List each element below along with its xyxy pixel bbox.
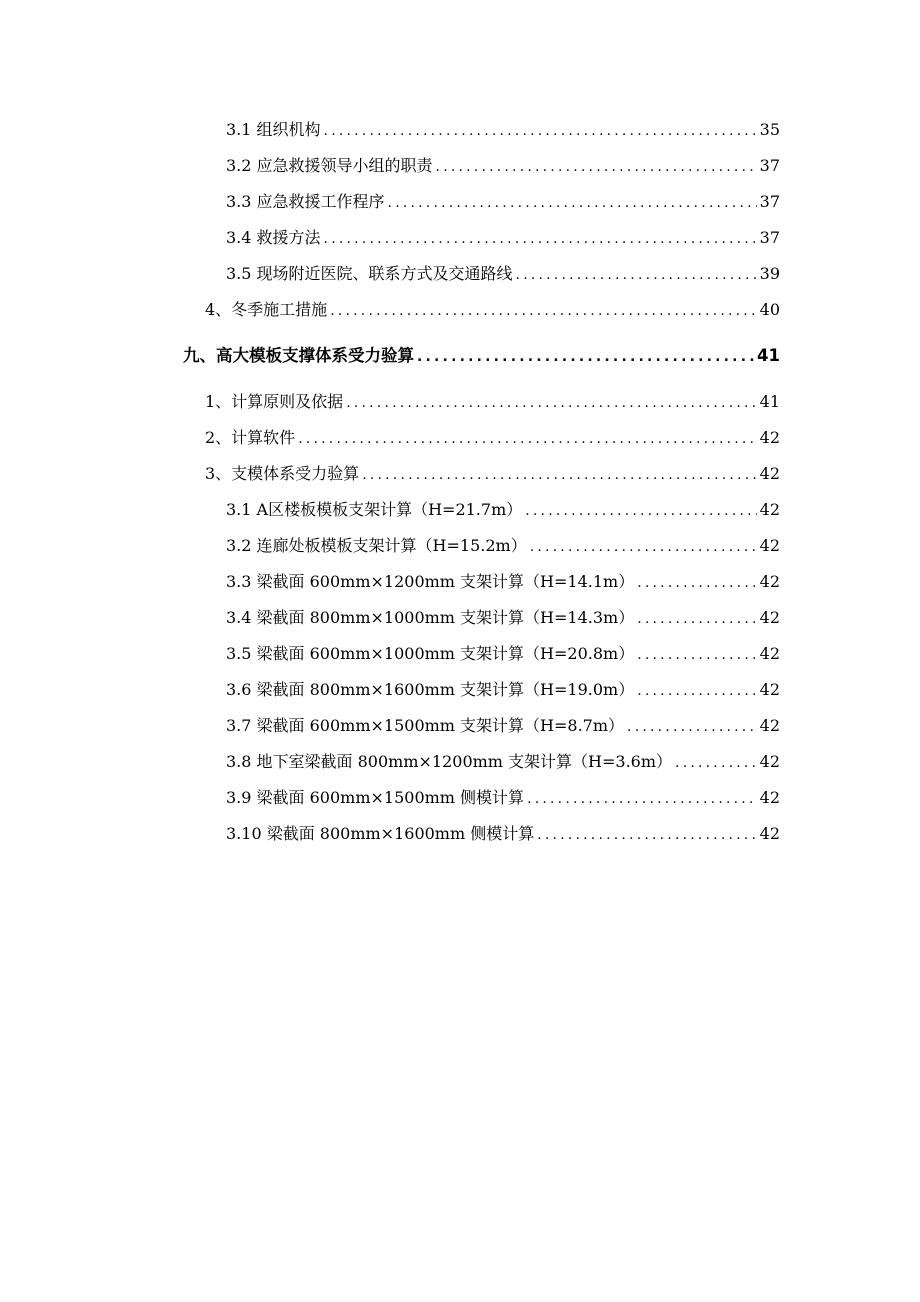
toc-entry-title: 3.5 现场附近医院、联系方式及交通路线 [226, 264, 513, 283]
toc-entry[interactable] [226, 822, 780, 846]
toc-dot-leader [324, 227, 757, 251]
toc-page-number: 42 [759, 536, 780, 555]
toc-entry[interactable] [226, 262, 780, 286]
toc-dot-leader [362, 463, 756, 487]
toc-entry[interactable] [226, 534, 780, 558]
toc-entry-title: 3.4 救援方法 [226, 228, 321, 247]
toc-page-number: 41 [757, 346, 780, 365]
toc-entry[interactable] [205, 298, 780, 322]
toc-entry-title: 3.2 应急救援领导小组的职责 [226, 156, 433, 175]
toc-dot-leader [298, 427, 756, 451]
toc-dot-leader [637, 643, 756, 667]
toc-entry[interactable] [205, 426, 780, 450]
toc-dot-leader [637, 571, 756, 595]
toc-page-number: 42 [759, 680, 780, 699]
toc-entry[interactable] [226, 570, 780, 594]
toc-entry[interactable] [226, 606, 780, 630]
toc-page-number: 42 [759, 464, 780, 483]
toc-dot-leader [436, 155, 757, 179]
toc-entry-title: 3.1 A区楼板模板支架计算（H=21.7m） [226, 500, 523, 519]
toc-entry[interactable] [226, 226, 780, 250]
toc-entry-title: 九、高大模板支撑体系受力验算 [183, 346, 414, 365]
toc-dot-leader [537, 823, 756, 847]
toc-entry[interactable] [226, 190, 780, 214]
toc-entry[interactable] [226, 154, 780, 178]
toc-page-number: 37 [759, 228, 780, 247]
toc-entry[interactable] [226, 642, 780, 666]
toc-entry-title: 3.7 梁截面 600mm×1500mm 支架计算（H=8.7m） [226, 716, 625, 735]
toc-dot-leader [627, 715, 757, 739]
toc-page-number: 42 [759, 752, 780, 771]
toc-entry[interactable] [226, 118, 780, 142]
toc-page-number: 40 [759, 300, 780, 319]
toc-dot-leader [637, 607, 756, 631]
toc-page-number: 42 [759, 500, 780, 519]
toc-dot-leader [637, 679, 756, 703]
toc-page-number: 37 [759, 192, 780, 211]
toc-page-number: 42 [759, 716, 780, 735]
toc-entry[interactable] [226, 750, 780, 774]
toc-dot-leader [675, 751, 757, 775]
toc-dot-leader [525, 499, 756, 523]
toc-entry-title: 4、冬季施工措施 [205, 300, 328, 319]
toc-entry[interactable] [226, 714, 780, 738]
toc-entry-title: 3.1 组织机构 [226, 120, 321, 139]
toc-entry-title: 3.5 梁截面 600mm×1000mm 支架计算（H=20.8m） [226, 644, 635, 663]
toc-entry[interactable] [205, 390, 780, 414]
toc-dot-leader [516, 263, 757, 287]
toc-entry-title: 3.2 连廊处板模板支架计算（H=15.2m） [226, 536, 527, 555]
toc-page-number: 42 [759, 788, 780, 807]
toc-entry-title: 3.3 应急救援工作程序 [226, 192, 385, 211]
toc-page-number: 41 [759, 392, 780, 411]
toc-page-number: 42 [759, 572, 780, 591]
toc-page-number: 42 [759, 824, 780, 843]
toc-page-number: 42 [759, 644, 780, 663]
toc-entry-title: 3.4 梁截面 800mm×1000mm 支架计算（H=14.3m） [226, 608, 635, 627]
toc-page-number: 42 [759, 428, 780, 447]
toc-chapter-entry[interactable] [183, 344, 780, 368]
toc-entry-title: 3.6 梁截面 800mm×1600mm 支架计算（H=19.0m） [226, 680, 635, 699]
toc-dot-leader [417, 345, 754, 369]
toc-page-number: 37 [759, 156, 780, 175]
toc-entry[interactable] [226, 498, 780, 522]
toc-entry-title: 3.3 梁截面 600mm×1200mm 支架计算（H=14.1m） [226, 572, 635, 591]
toc-dot-leader [388, 191, 757, 215]
toc-page-number: 42 [759, 608, 780, 627]
toc-entry-title: 3.10 梁截面 800mm×1600mm 侧模计算 [226, 824, 535, 843]
toc-entry[interactable] [226, 678, 780, 702]
toc-page-number: 39 [759, 264, 780, 283]
toc-entry[interactable] [226, 786, 780, 810]
toc-dot-leader [346, 391, 756, 415]
toc-dot-leader [527, 787, 757, 811]
toc-dot-leader [530, 535, 757, 559]
toc-page-number: 35 [759, 120, 780, 139]
toc-entry[interactable] [205, 462, 780, 486]
toc-dot-leader [330, 299, 756, 323]
toc-entry-title: 3、支模体系受力验算 [205, 464, 360, 483]
toc-entry-title: 3.9 梁截面 600mm×1500mm 侧模计算 [226, 788, 525, 807]
toc-entry-title: 2、计算软件 [205, 428, 296, 447]
toc-entry-title: 3.8 地下室梁截面 800mm×1200mm 支架计算（H=3.6m） [226, 752, 673, 771]
toc-entry-title: 1、计算原则及依据 [205, 392, 344, 411]
toc-dot-leader [324, 119, 757, 143]
